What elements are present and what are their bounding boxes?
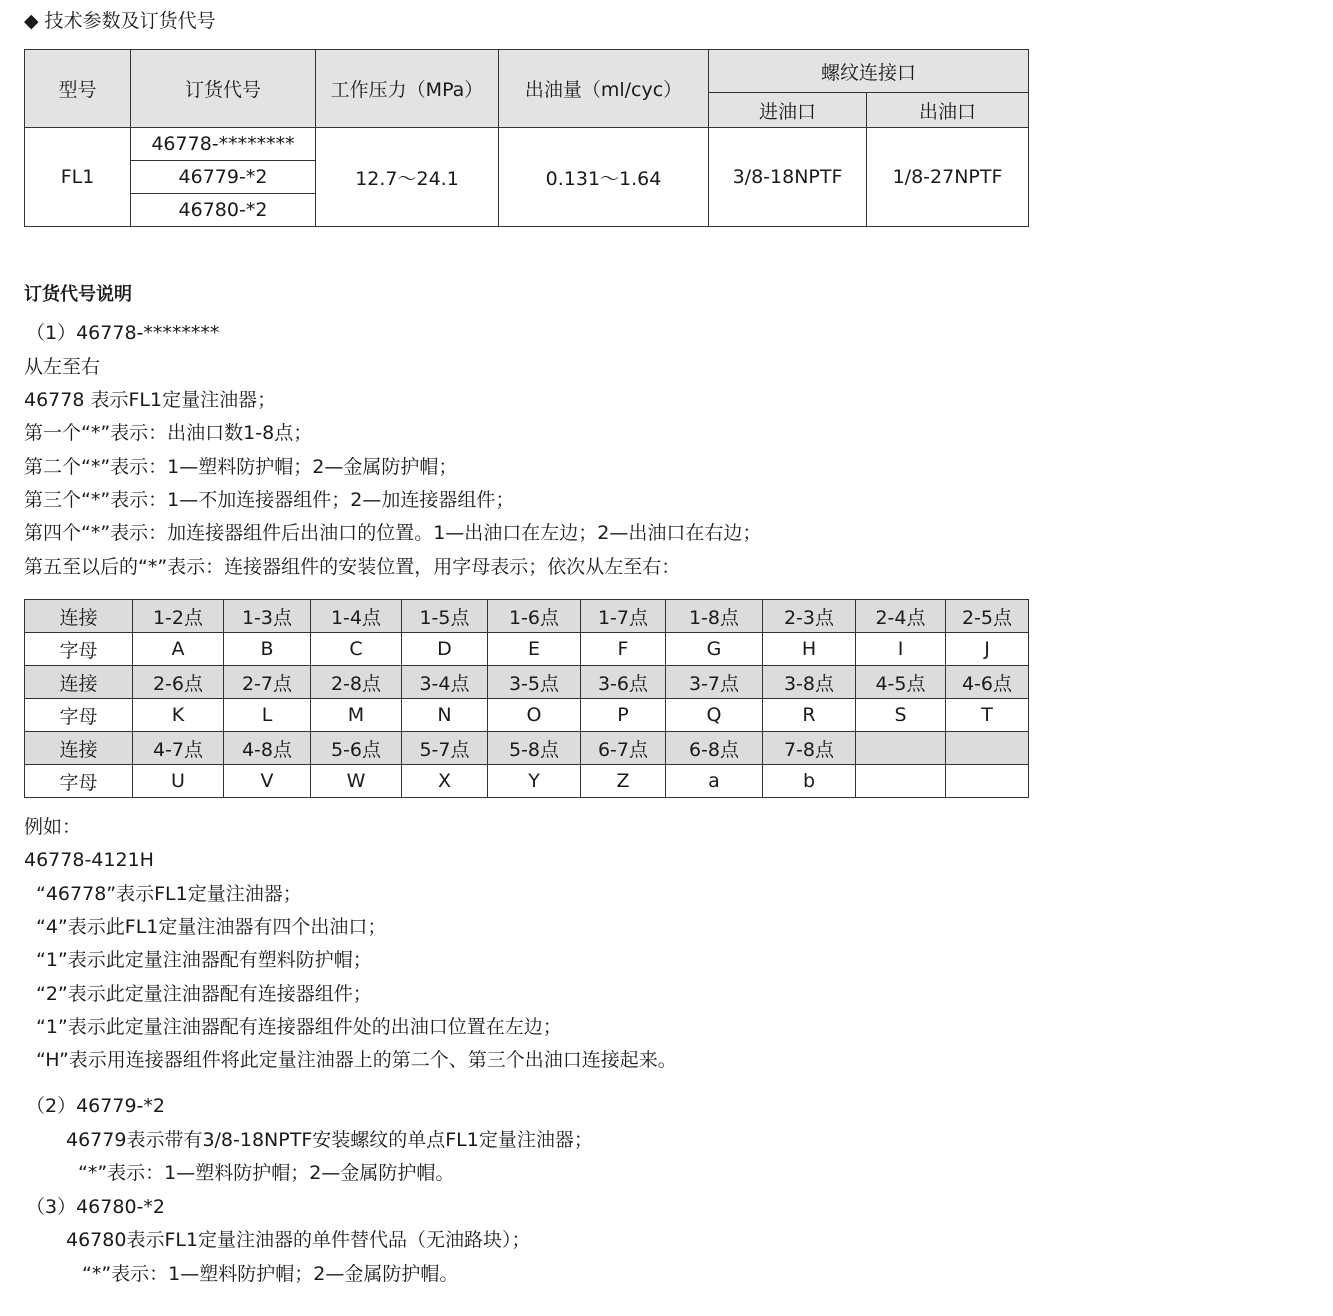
letter-cell: C <box>311 633 402 666</box>
connect-row <box>25 600 1029 633</box>
connect-cell <box>856 732 946 765</box>
connect-cell: 1-3点 <box>224 600 311 633</box>
letter-row <box>25 699 1029 732</box>
connect-cell: 4-7点 <box>133 732 224 765</box>
example-line: “1”表示此定量注油器配有塑料防护帽； <box>36 949 372 971</box>
connect-cell: 3-4点 <box>402 666 488 699</box>
connect-cell: 3-7点 <box>666 666 763 699</box>
letter-cell: O <box>488 699 581 732</box>
letter-cell: H <box>763 633 856 666</box>
letter-row <box>25 633 1029 666</box>
letter-cell: F <box>581 633 666 666</box>
connect-cell: 6-8点 <box>666 732 763 765</box>
part3-line: 46780表示FL1定量注油器的单件替代品（无油路块）； <box>66 1229 531 1251</box>
part2-line: “*”表示：1—塑料防护帽；2—金属防护帽。 <box>78 1162 455 1184</box>
connect-row <box>25 732 1029 765</box>
example-line: “H”表示用连接器组件将此定量注油器上的第二个、第三个出油口连接起来。 <box>36 1049 677 1071</box>
letter-cell: J <box>946 633 1029 666</box>
part3-title: （3）46780-*2 <box>26 1196 165 1218</box>
part1-line: 第三个“*”表示：1—不加连接器组件；2—加连接器组件； <box>24 489 515 511</box>
letter-row <box>25 765 1029 798</box>
connect-cell: 7-8点 <box>763 732 856 765</box>
connect-cell: 2-6点 <box>133 666 224 699</box>
connect-cell: 4-5点 <box>856 666 946 699</box>
example-line: “46778”表示FL1定量注油器； <box>36 883 302 905</box>
letter-cell: W <box>311 765 402 798</box>
header-order-code: 订货代号 <box>131 50 316 128</box>
letter-cell: M <box>311 699 402 732</box>
row-label-letter: 字母 <box>25 699 133 732</box>
letter-cell: S <box>856 699 946 732</box>
letter-cell: P <box>581 699 666 732</box>
letter-cell: N <box>402 699 488 732</box>
row-label-letter: 字母 <box>25 633 133 666</box>
letter-cell: E <box>488 633 581 666</box>
letter-cell: B <box>224 633 311 666</box>
connect-cell: 1-2点 <box>133 600 224 633</box>
connect-cell <box>946 732 1029 765</box>
connect-cell: 5-8点 <box>488 732 581 765</box>
part1-line: 第五至以后的“*”表示：连接器组件的安装位置，用字母表示；依次从左至右： <box>24 556 681 578</box>
spec-table <box>24 49 1029 227</box>
letter-cell: Y <box>488 765 581 798</box>
letter-cell: Z <box>581 765 666 798</box>
part2-line: 46779表示带有3/8-18NPTF安装螺纹的单点FL1定量注油器； <box>66 1129 593 1151</box>
cell-outlet: 1/8-27NPTF <box>867 128 1029 227</box>
explain-title: 订货代号说明 <box>24 284 132 305</box>
letter-cell: G <box>666 633 763 666</box>
cell-code-3: 46780-*2 <box>131 194 316 227</box>
connect-cell: 1-8点 <box>666 600 763 633</box>
letter-cell <box>946 765 1029 798</box>
connect-cell: 2-5点 <box>946 600 1029 633</box>
header-output: 出油量（ml/cyc） <box>499 50 709 128</box>
letter-cell: I <box>856 633 946 666</box>
part3-line: “*”表示：1—塑料防护帽；2—金属防护帽。 <box>82 1263 459 1285</box>
letter-cell <box>856 765 946 798</box>
letter-cell: L <box>224 699 311 732</box>
letter-cell: T <box>946 699 1029 732</box>
header-inlet: 进油口 <box>709 93 867 128</box>
connect-cell: 2-4点 <box>856 600 946 633</box>
letter-cell: A <box>133 633 224 666</box>
row-label-letter: 字母 <box>25 765 133 798</box>
example-line: “2”表示此定量注油器配有连接器组件； <box>36 983 372 1005</box>
part1-line: 第四个“*”表示：加连接器组件后出油口的位置。1—出油口在左边；2—出油口在右边； <box>24 522 762 544</box>
connect-cell: 2-3点 <box>763 600 856 633</box>
letter-cell: V <box>224 765 311 798</box>
row-label-connect: 连接 <box>25 732 133 765</box>
connect-cell: 1-6点 <box>488 600 581 633</box>
cell-output: 0.131～1.64 <box>499 128 709 227</box>
example-label: 例如： <box>24 816 82 838</box>
connect-cell: 3-5点 <box>488 666 581 699</box>
part1-line: 第二个“*”表示：1—塑料防护帽；2—金属防护帽； <box>24 456 458 478</box>
part1-line: 46778 表示FL1定量注油器； <box>24 389 277 411</box>
connect-cell: 3-8点 <box>763 666 856 699</box>
connect-cell: 5-6点 <box>311 732 402 765</box>
letter-cell: R <box>763 699 856 732</box>
connect-cell: 5-7点 <box>402 732 488 765</box>
connect-cell: 4-6点 <box>946 666 1029 699</box>
connect-cell: 2-8点 <box>311 666 402 699</box>
connect-cell: 1-5点 <box>402 600 488 633</box>
part2-title: （2）46779-*2 <box>26 1095 165 1117</box>
letter-cell: b <box>763 765 856 798</box>
letter-cell: a <box>666 765 763 798</box>
cell-code-2: 46779-*2 <box>131 161 316 194</box>
connect-cell: 2-7点 <box>224 666 311 699</box>
example-line: “4”表示此FL1定量注油器有四个出油口； <box>36 916 387 938</box>
header-model: 型号 <box>25 50 131 128</box>
cell-model: FL1 <box>25 128 131 227</box>
connect-row <box>25 666 1029 699</box>
letter-cell: U <box>133 765 224 798</box>
letter-cell: K <box>133 699 224 732</box>
letter-cell: X <box>402 765 488 798</box>
part1-line: 第一个“*”表示：出油口数1-8点； <box>24 422 313 444</box>
part1-line: 从左至右 <box>24 356 101 378</box>
part1-title: （1）46778-******** <box>26 322 220 344</box>
cell-pressure: 12.7～24.1 <box>316 128 499 227</box>
letter-cell: D <box>402 633 488 666</box>
example-line: “1”表示此定量注油器配有连接器组件处的出油口位置在左边； <box>36 1016 562 1038</box>
section-title: ◆ 技术参数及订货代号 <box>24 10 216 32</box>
connect-cell: 6-7点 <box>581 732 666 765</box>
letter-cell: Q <box>666 699 763 732</box>
row-label-connect: 连接 <box>25 666 133 699</box>
cell-inlet: 3/8-18NPTF <box>709 128 867 227</box>
row-label-connect: 连接 <box>25 600 133 633</box>
header-pressure: 工作压力（MPa） <box>316 50 499 128</box>
connect-cell: 1-7点 <box>581 600 666 633</box>
example-code: 46778-4121H <box>24 849 154 871</box>
connect-cell: 3-6点 <box>581 666 666 699</box>
header-thread-port: 螺纹连接口 <box>709 50 1029 93</box>
cell-code-1: 46778-******** <box>131 128 316 161</box>
header-outlet: 出油口 <box>867 93 1029 128</box>
connect-cell: 4-8点 <box>224 732 311 765</box>
letter-table <box>24 599 1029 798</box>
connect-cell: 1-4点 <box>311 600 402 633</box>
